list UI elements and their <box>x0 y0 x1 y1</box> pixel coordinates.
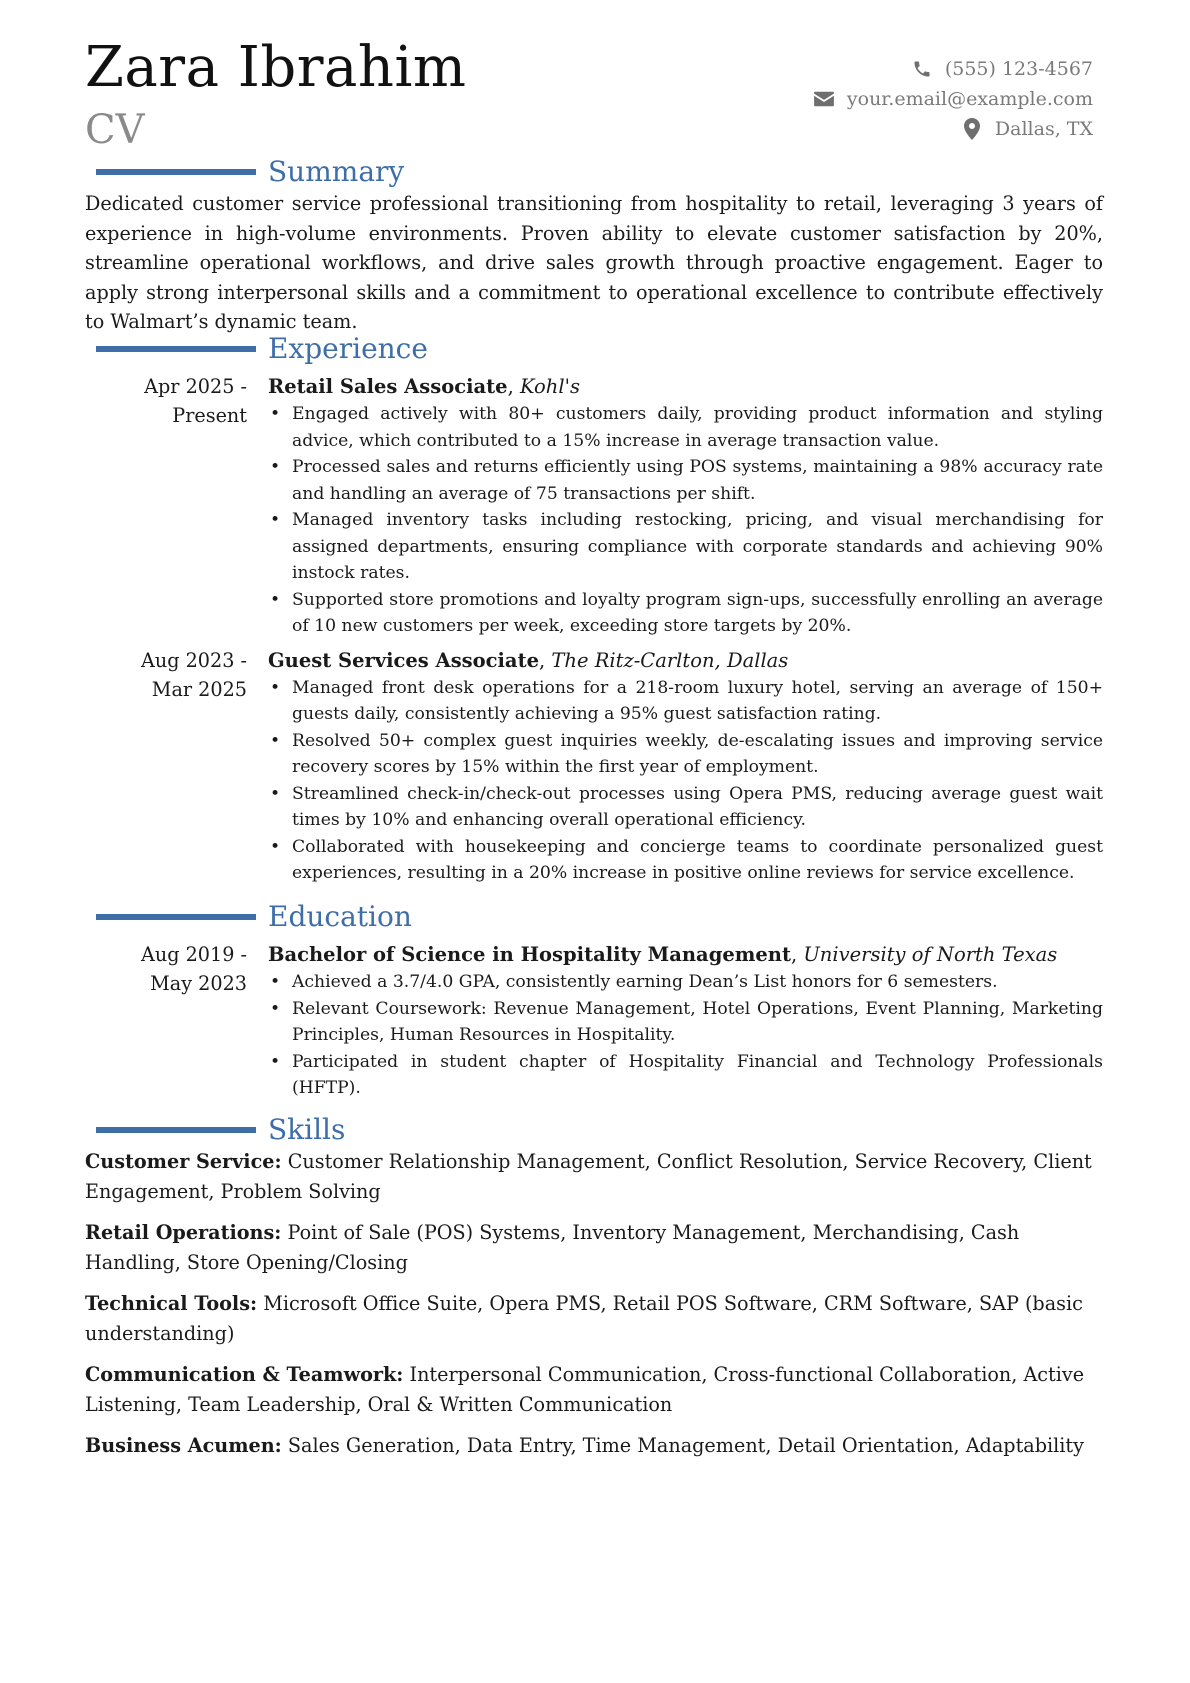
skill-list: Point of Sale (POS) Systems, Inventory Management, Merchandising, Cash Handling, Store Opening/Closing <box>85 1221 1020 1274</box>
skill-row <box>85 1360 1103 1419</box>
entry-title: Retail Sales Associate, Kohl's <box>268 375 580 398</box>
section-rule <box>96 169 256 175</box>
contact-email[interactable] <box>813 84 1093 114</box>
entry-body <box>268 940 1103 1102</box>
skill-row <box>85 1289 1103 1348</box>
bullet-list <box>268 401 1103 640</box>
experience-section <box>85 332 1103 887</box>
section-rule <box>96 1127 256 1133</box>
bullet-item: • Managed inventory tasks including restocking, pricing, and visual merchandising for assigned departments, ensuring compliance with corporate standards and achieving 90% instock rates. <box>292 507 1103 587</box>
skill-row <box>85 1431 1103 1461</box>
skill-list: Customer Relationship Management, Conflict Resolution, Service Recovery, Client Engagement, Problem Solving <box>85 1150 1092 1203</box>
entry-title: Guest Services Associate, The Ritz-Carlton, Dallas <box>268 648 789 672</box>
skill-category: Customer Service: <box>85 1150 282 1173</box>
document-subtitle: CV <box>85 107 145 153</box>
bullet-item: • Supported store promotions and loyalty program sign-ups, successfully enrolling an average of 10 new customers per week, exceeding store targets by 20%. <box>292 587 1103 640</box>
job-role: Guest Services Associate <box>268 648 539 672</box>
job-role: Retail Sales Associate <box>268 375 508 398</box>
skill-list: Interpersonal Communication, Cross-functional Collaboration, Active Listening, Team Leadership, Oral & Written Communication <box>85 1363 1085 1416</box>
envelope-icon <box>813 88 835 110</box>
education-entry <box>85 940 1103 1102</box>
bullet-list <box>268 675 1103 887</box>
bullet-item: • Processed sales and returns efficiently using POS systems, maintaining a 98% accuracy rate and handling an average of 75 transactions per shift. <box>292 454 1103 507</box>
section-header <box>85 155 1103 189</box>
experience-entry <box>85 646 1103 887</box>
education-section <box>85 900 1103 1102</box>
candidate-name: Zara Ibrahim <box>85 35 467 100</box>
skill-category: Technical Tools: <box>85 1292 258 1315</box>
section-header <box>85 1113 1103 1147</box>
skill-category: Business Acumen: <box>85 1434 282 1457</box>
date-end: May 2023 <box>150 972 247 995</box>
section-header <box>85 900 1103 934</box>
entry-body <box>268 646 1103 887</box>
section-title: Education <box>268 900 412 933</box>
entry-body <box>268 372 1103 640</box>
date-start: Apr 2025 - <box>144 375 247 398</box>
date-start: Aug 2019 - <box>140 943 247 966</box>
bullet-item: • Engaged actively with 80+ customers daily, providing product information and styling advice, which contributed to a 15% increase in average transaction value. <box>292 401 1103 454</box>
entry-dates <box>85 646 247 704</box>
section-header <box>85 332 1103 366</box>
contact-phone <box>813 54 1093 84</box>
summary-text: Dedicated customer service professional transitioning from hospitality to retail, leveraging 3 years of experience in high-volume environments. Proven ability to elevate customer satisfaction by 20%, streamline operational workflows, and drive sales growth through proactive engagement. Eager to apply strong interpersonal skills and a commitment to operational excellence to contribute effectively to Walmart’s dynamic team. <box>85 192 1103 333</box>
skill-list: Sales Generation, Data Entry, Time Management, Detail Orientation, Adaptability <box>287 1434 1084 1457</box>
date-start: Aug 2023 - <box>140 648 247 672</box>
bullet-item: • Collaborated with housekeeping and concierge teams to coordinate personalized guest experiences, resulting in a 20% increase in positive online reviews for service excellence. <box>292 834 1103 887</box>
entry-dates <box>85 940 247 998</box>
school-name: University of North Texas <box>803 943 1058 966</box>
location-text: Dallas, TX <box>994 118 1093 140</box>
entry-dates <box>85 372 247 430</box>
phone-text: (555) 123-4567 <box>944 58 1093 80</box>
degree-name: Bachelor of Science in Hospitality Management <box>268 943 791 966</box>
date-end: Mar 2025 <box>151 677 247 701</box>
bullet-item: • Managed front desk operations for a 218-room luxury hotel, serving an average of 150+ guests daily, consistently achieving a 95% guest satisfaction rating. <box>292 675 1103 728</box>
skill-list: Microsoft Office Suite, Opera PMS, Retail POS Software, CRM Software, SAP (basic understanding) <box>85 1292 1083 1345</box>
bullet-item: • Relevant Coursework: Revenue Management, Hotel Operations, Event Planning, Marketing Principles, Human Resources in Hospitality. <box>292 996 1103 1049</box>
contact-location <box>813 114 1093 144</box>
job-organization: The Ritz-Carlton, Dallas <box>551 648 789 672</box>
skill-category: Retail Operations: <box>85 1221 282 1244</box>
map-pin-icon <box>961 118 983 140</box>
skill-category: Communication & Teamwork: <box>85 1363 404 1386</box>
bullet-item: • Streamlined check-in/check-out processes using Opera PMS, reducing average guest wait times by 10% and enhancing overall operational efficiency. <box>292 781 1103 834</box>
experience-entry <box>85 372 1103 640</box>
phone-icon <box>911 58 933 80</box>
skill-row <box>85 1218 1103 1277</box>
bullet-list <box>268 969 1103 1102</box>
section-rule <box>96 346 256 352</box>
email-link[interactable]: your.email@example.com <box>846 88 1093 110</box>
section-rule <box>96 914 256 920</box>
contact-block <box>813 54 1093 144</box>
summary-section <box>85 155 1103 337</box>
section-title: Experience <box>268 332 428 365</box>
bullet-item: • Achieved a 3.7/4.0 GPA, consistently earning Dean’s List honors for 6 semesters. <box>292 969 1103 996</box>
bullet-item: • Resolved 50+ complex guest inquiries weekly, de-escalating issues and improving service recovery scores by 15% within the first year of employment. <box>292 728 1103 781</box>
job-organization: Kohl's <box>520 375 580 398</box>
section-title: Summary <box>268 155 405 188</box>
skill-row <box>85 1147 1103 1206</box>
skills-section <box>85 1113 1103 1473</box>
section-title: Skills <box>268 1113 346 1146</box>
bullet-item: • Participated in student chapter of Hospitality Financial and Technology Professionals (HFTP). <box>292 1049 1103 1102</box>
date-end: Present <box>172 404 247 427</box>
entry-title: Bachelor of Science in Hospitality Management, University of North Texas <box>268 943 1058 966</box>
